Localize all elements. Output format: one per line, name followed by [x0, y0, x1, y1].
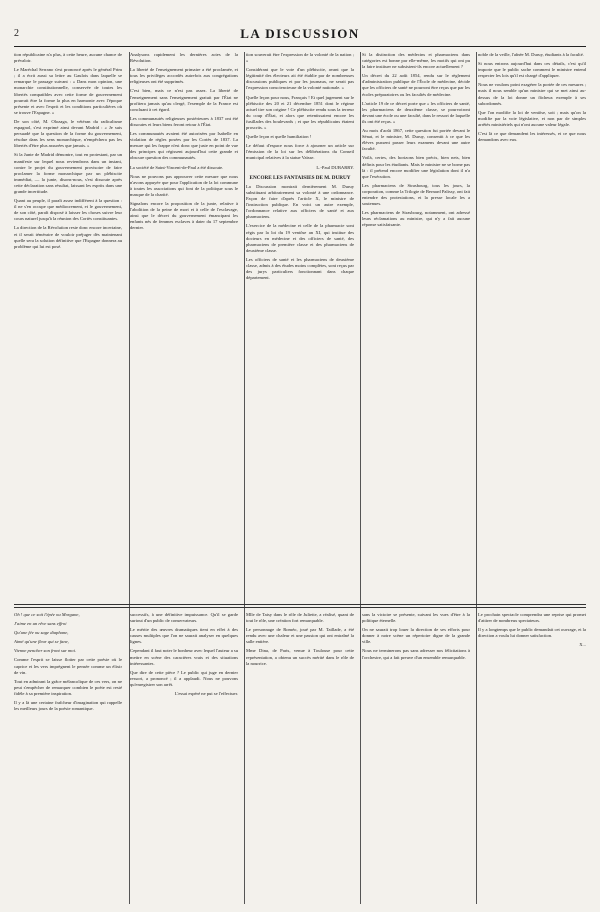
paragraph: tion souverait être l'expression de la volonté de la nation ; »: [246, 52, 354, 64]
paragraph: sans la victoire se présente, suivant les vues d'être à la politique éternelle.: [362, 612, 470, 624]
paragraph: Quelle leçon et quelle humiliation !: [246, 134, 312, 140]
feuilleton-column-4: [362, 612, 470, 904]
paragraph: Considérant que le vote d'un plébiscite, avant que la légitimité des électeurs ait été établie par de nombreuses discussions publiques et par les journaux, ne serait pas l'expression consciencieuse de la volonté nationale. »: [246, 67, 354, 91]
paragraph: Nous ne terminerons pas sans adresser nos félicitations à l'orchestre, qui a fait preuve d'un ensemble remarquable.: [362, 648, 470, 660]
feuilleton-column-2: [130, 612, 238, 904]
paragraph: On ne saurait trop louer la direction de ses efforts pour donner à notre scène un répertoire digne de la grande ville.: [362, 627, 470, 645]
paragraph: L'article 19 de ce décret porte que « les officiers de santé, les pharmaciens de deuxième classe, se pourvoiront devant une école ou une faculté, dans le ressort de laquelle ils ont été reçus. »: [362, 100, 470, 124]
paragraph: Au mois d'août 1867, cette question fut portée devant le Sénat, et le ministre, M. Duruy, consentit à ce que les élèves pussent passer leurs examens devant une autre faculté.: [362, 128, 470, 152]
verse-line: Aimé qu'une fleur qui se fane,: [14, 639, 69, 645]
newspaper-title: LA DISCUSSION: [240, 26, 360, 41]
paragraph: Les pharmaciens de Strasbourg, tous les jours, la corporation, comme la Trilogie de Bernard Palissy, ont fait entendre des protestations, et la presse locale les a soutenues.: [362, 182, 470, 207]
paragraph: Les communautés avaient été autorisées par Isabelle en violation de règles posées par les Cortès de 1837. La mesure qui les frappe n'est donc que juste en point de vue des principes qui régissent aujourd'hui cette grande et obscure question des communautés.: [130, 131, 238, 161]
paragraph: Analysons rapidement les dernières actes de la Révolution.: [130, 52, 238, 64]
paragraph: Le prochain spectacle comprendra une reprise qui promet d'attirer de nombreux spectateurs.: [478, 612, 586, 624]
paragraph: Nous ne pouvons pas approuver cette mesure que nous n'avons appuyée que pour l'application de la loi commune à toutes les associations qui font de la politique sous le masque de la charité.: [130, 173, 238, 197]
feuilleton-column-5: [478, 612, 586, 904]
paragraph: Tout en admirant la grâce mélancolique de ces vers, on ne peut s'empêcher de remarquer combien le poète est resté fidèle à sa première inspiration.: [14, 678, 122, 696]
paragraph: La Discussion montrait dernièrement M. Duruy substituant arbitrairement sa volonté à une ordonnance. Façon de faire d'après l'article X, le ministre de l'instruction publique. En voici un autre exemple, l'ordonnance relative aux officiers de santé et aux pharmaciens.: [246, 183, 354, 220]
paragraph: Quelle leçon pour nous, Français ! Et quel jugement sur le plébiscite des 20 et 21 décembre 1851 dont le régime actuel tire son origine ! Ce plébiscite rendu sous la terreur du coup d'État, et alors que retentissaient encore les fusillades des boulevards ; et que les républicains étaient proscrits. »: [246, 94, 354, 131]
masthead: [14, 6, 586, 47]
feuilleton-column-1: [14, 612, 122, 904]
paragraph: Un décret du 22 août 1854, rendu sur le règlement d'administration publique de l'École de médecine, décide que les officiers de santé ne pourront être reçus que par les écoles préparatoires ou les facultés de médecine.: [362, 73, 470, 97]
signature: L.-Paul DUBARRY.: [316, 164, 354, 170]
paragraph: Si la distinction des médecins et pharmaciens dans catégories est bonne par elle-même, les motifs qui ont pu la faire instituer ne subsistent-ils encore actuellement ?: [362, 52, 470, 70]
paragraph: Si nous entrons aujourd'hui dans ces détails, c'est qu'il importe que le public sache comment le ministre entend respecter les lois qu'il est chargé d'appliquer.: [478, 61, 586, 79]
paragraph: Le défaut d'espace nous force à ajourner un article sur l'émission de la loi sur les délibérations du Conseil municipal relatives à la statue Vaïsse.: [246, 143, 354, 161]
verse-line: Qu'une fée ou sage diaphane,: [14, 630, 69, 636]
paragraph: Si la Junte de Madrid démontre, tout en protestant, par un manifeste sur lequel nous reviendrons dans un instant, contre le projet du gouvernement provisoire de faire proclamer la forme monarchique par un plébiscite immédiat, — la junte, disons-nous, s'est dissoute après cette déclaration sans résultat, laissant les esprits dans une grande incertitude.: [14, 152, 122, 194]
paragraph: Il y a longtemps que le public demandait cet ouvrage, et la direction a voulu lui donner satisfaction.: [478, 627, 586, 639]
paragraph: De son côté, M. Olozaga, le vétéran du radicalisme espagnol, s'est exprimé ainsi devant Madrid : « Je suis persuadé que la question de la forme du gouvernement, résolue dans les sens monarchique, n'empêchera pas les libertés d'être plus assurées que jamais. »: [14, 118, 122, 149]
paragraph: Signalons encore la proposition de la junte, relative à l'abolition de la peine de mort et à celle de l'esclavage, ainsi que le décret du gouvernement émancipant les enfants nés de femmes esclaves à dater du 17 septembre dernier.: [130, 200, 238, 231]
paragraph: Les officiers de santé et les pharmaciens de deuxième classe, admis à des études moins complètes, sont reçus par des jurys particuliers fonctionnant dans chaque département.: [246, 256, 354, 281]
paragraph: Nous ne voulons point exagérer la portée de ces mesures ; mais il nous semble qu'un ministre qui se met ainsi au-dessus de la loi donne un fâcheux exemple à ses subordonnés.: [478, 82, 586, 106]
paragraph: Quant au peuple, il paraît assez indifférent à la question : il ne s'en occupe que médiocrement, et le gouvernement, de son côté, paraît disposé à laisser les choses suivre leur cours naturel jusqu'à la réunion des Cortès constituantes.: [14, 198, 122, 222]
paragraph: Mme Dina, de Paris, venue à Toulouse pour cette représentation, a obtenu un succès mérité dans le rôle de la nourrice.: [246, 648, 354, 666]
paragraph: Que l'on modifie la loi de ventôse, soit ; mais qu'on la modifie par la voie législative, et non par de simples arrêtés ministériels qui n'ont aucune valeur légale.: [478, 109, 586, 127]
paragraph: C'est là ce que demandent les intéressés, et ce que nous demandons avec eux.: [478, 131, 586, 143]
paragraph: Il y a là une certaine fraîcheur d'imagination qui rappelle les meilleurs jours de la poésie romantique.: [14, 700, 122, 712]
verse-line: Vienne pencher son front sur moi.: [14, 648, 77, 654]
feuilleton-rule-thin: [14, 607, 586, 608]
signature: X...: [579, 642, 586, 648]
article-columns: [14, 52, 586, 904]
issue-number: 2: [14, 28, 19, 39]
paragraph: L'exercice de la médecine et celle de la pharmacie sont régis par la loi du 19 ventôse an XI, qui institue des docteurs en médecine et des officiers de santé, des pharmaciens de première classe et des pharmaciens de deuxième classe.: [246, 223, 354, 253]
feuilleton-column-3: [246, 612, 354, 904]
verse-line: J'aime en un rêve sans effroi: [14, 621, 67, 627]
verse-line: Oh ! que ce soit l'épée ou Morgane,: [14, 612, 80, 617]
signature: L'essai espéré ne put se l'effectuer.: [174, 691, 238, 697]
newspaper-page: [14, 6, 586, 906]
paragraph: noble de la veille, l'aînée M. Duruy, étudiants à la faculté.: [478, 52, 584, 57]
paragraph: Le personnage de Roméo, joué par M. Taillade, a été rendu avec une chaleur et une passion qui ont entraîné la salle entière.: [246, 627, 354, 645]
paragraph: Voilà, certes, des horizons bien précis, bien nets, bien définis pour les étudiants. Mais le ministre ne se borne pas là : il prétend encore modifier une législation dont il n'a que l'exécution.: [362, 155, 470, 179]
paragraph: Les communautés religieuses postérieures à 1837 ont été dissoutes et leurs biens feront retour à l'État.: [130, 115, 238, 127]
paragraph: Mlle de Taisy dans le rôle de Juliette, a réalisé, quant de tout le rôle, une création fort remarquable.: [246, 612, 354, 624]
paragraph: La direction de la Révolution reste donc encore incertaine, et il serait téméraire de vouloir préjuger dès maintenant quelle sera la solution définitive que l'Espagne donnera au problème qui lui est posé.: [14, 225, 122, 249]
feuilleton: [14, 612, 586, 904]
paragraph: C'est bien, mais ce n'est pas assez. La liberté de l'enseignement sans l'enseignement gratuit par l'État ne profitera jamais qu'au clergé, l'exemple de la France est concluant à cet égard.: [130, 88, 238, 112]
paragraph: La liberté de l'enseignement primaire a été proclamée, et tous les privilèges accordés autrefois aux congrégations religieuses ont été supprimés.: [130, 67, 238, 85]
paragraph: tion républicaine n'a plus, à cette heure, aucune chance de prévaloir.: [14, 52, 122, 64]
paragraph: Le Maréchal Serrano s'est prononcé après le général Prim ; il a écrit aussi sa lettre au Gaulois dans laquelle se remarque le passage suivant : « Dans mon opinion, une monarchie constitutionnelle, conservée de toutes les libertés compatibles avec cette forme de gouvernement pourrait être la forme la plus en harmonie avec l'époque présente et avec l'esprit et les conditions particulières où se trouve l'Espagne. »: [14, 67, 122, 115]
paragraph: Les pharmaciens de Strasbourg, notamment, ont adressé leurs réclamations au ministre, qui n'y a fait aucune réponse satisfaisante.: [362, 210, 470, 228]
paragraph: Le mérite des œuvres dramatiques tient en effet à des causes multiples que l'on ne saurait analyser en quelques lignes.: [130, 627, 238, 645]
paragraph: Cependant il faut noter le bonheur avec lequel l'auteur a su mettre en scène des caractères vrais et des situations intéressantes.: [130, 648, 238, 666]
feuilleton-rule: [14, 604, 586, 605]
paragraph: La société de Saint-Vincent-de-Paul a été dissoute.: [130, 164, 224, 170]
paragraph: Comme l'esprit se laisse flotter par cette poésie où le caprice et les vers imprègnent le pensée comme un élixir de vin.: [14, 657, 122, 675]
paragraph: Que dire de cette pièce ? Le public qui juge en dernier ressort, a prononcé ; il a applaudi. Nous ne pouvons qu'enregistrer son arrêt.: [130, 669, 238, 687]
section-heading: ENCORE LES FANTAISIES DE M. DURUY: [249, 174, 351, 181]
paragraph: successifs, à une définitive impuissance. Qu'il se garde surtout d'un public de conservateurs.: [130, 612, 238, 624]
